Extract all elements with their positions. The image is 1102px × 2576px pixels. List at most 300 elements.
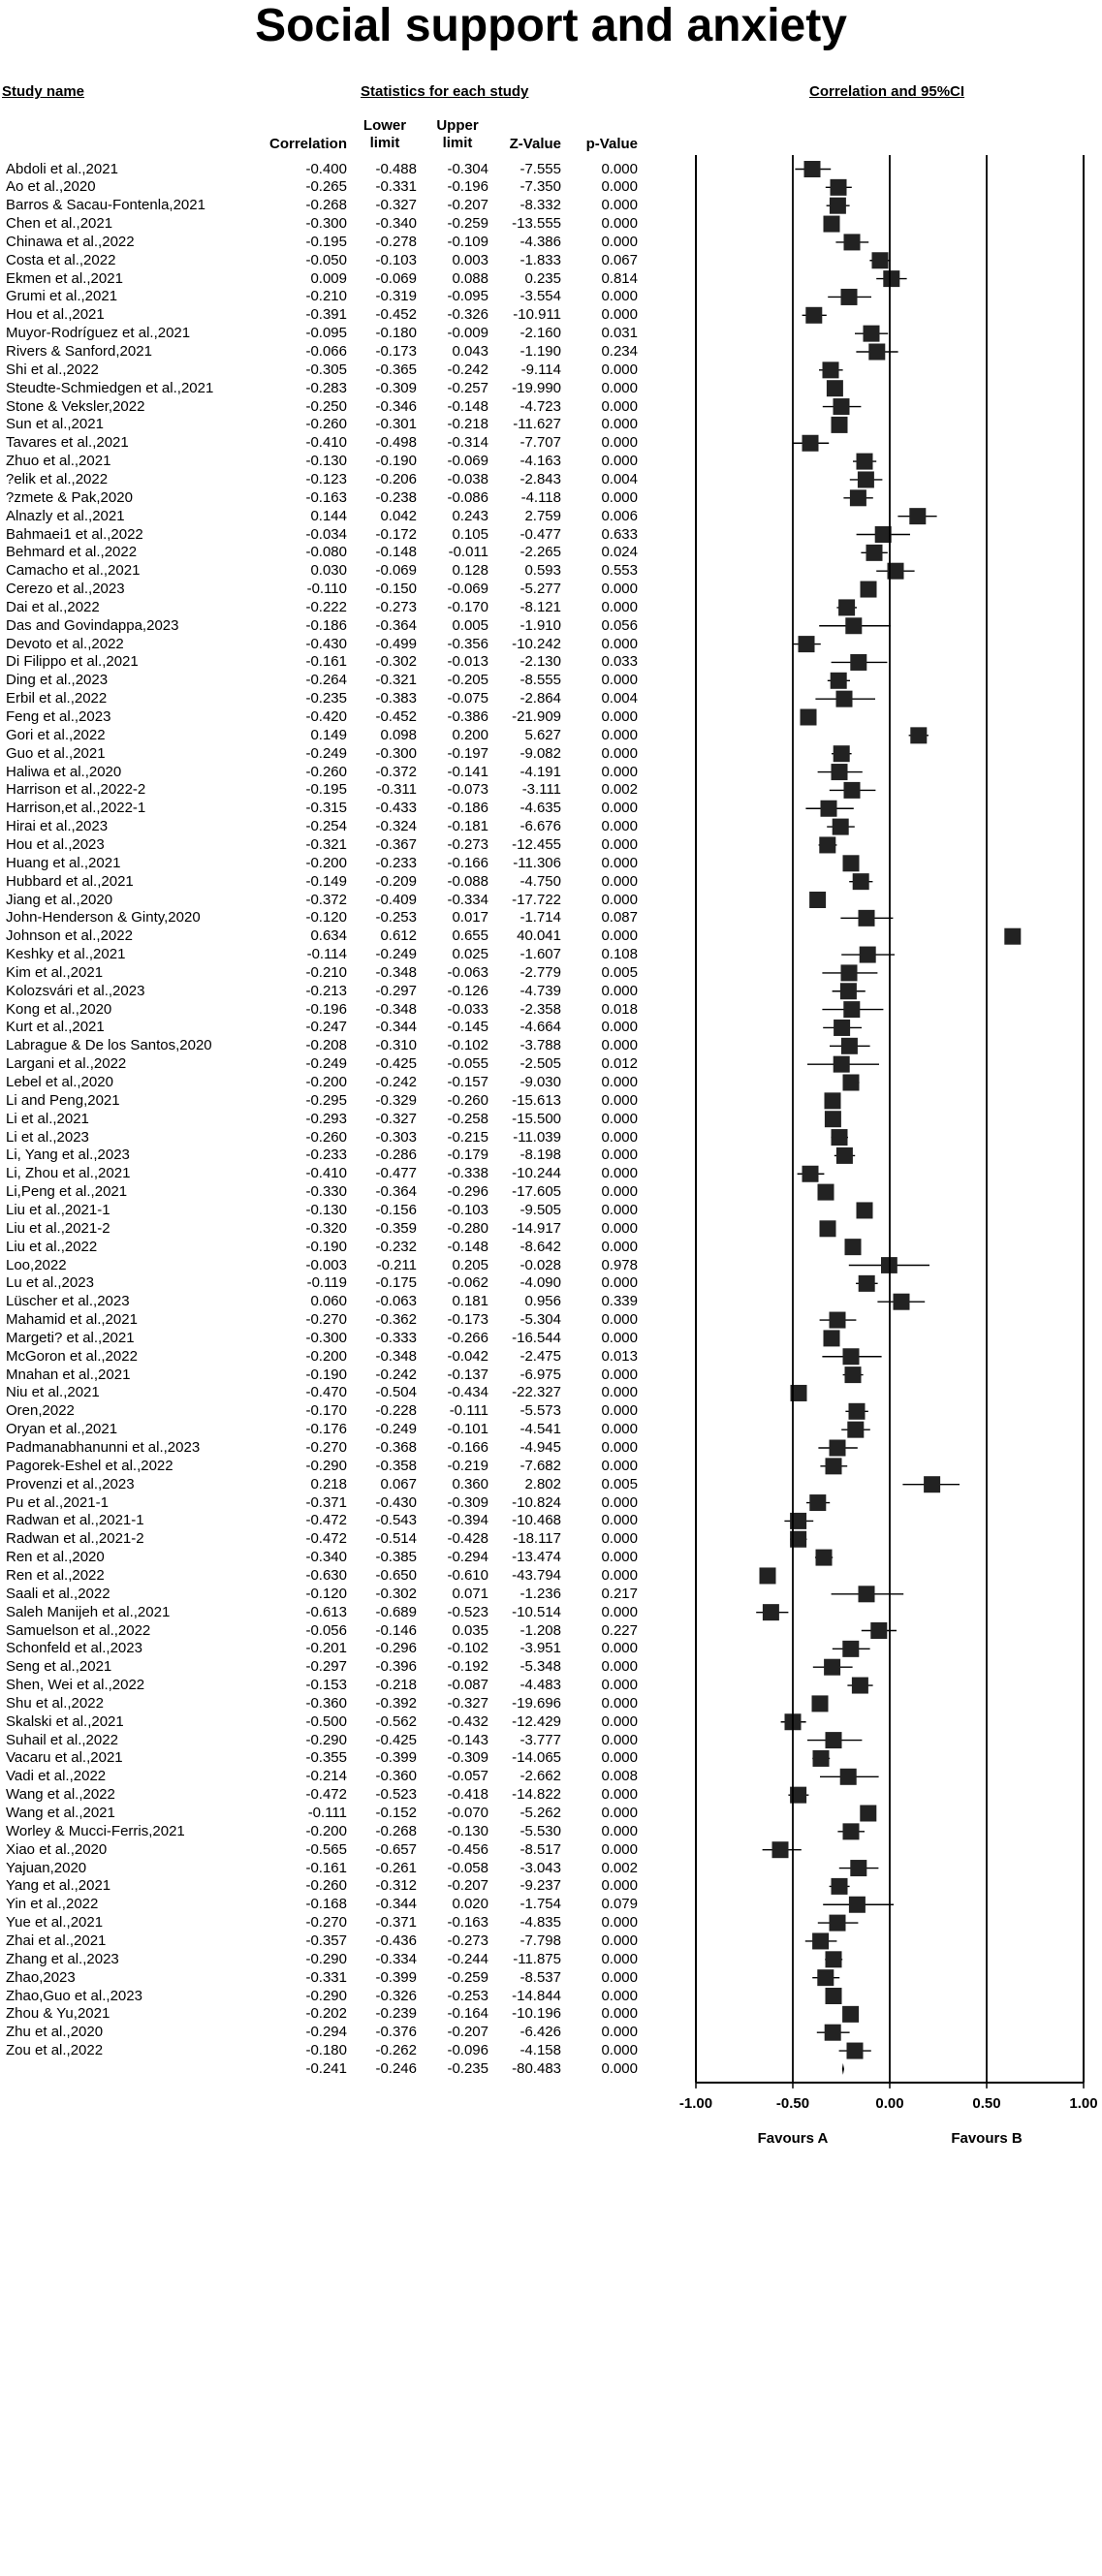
- p-value: 0.031: [601, 325, 638, 342]
- correlation-value: -0.200: [305, 1074, 347, 1090]
- correlation-value: -0.195: [305, 781, 347, 799]
- lower-limit-value: -0.228: [375, 1402, 417, 1420]
- correlation-value: -0.196: [305, 1000, 347, 1018]
- p-value: 0.000: [601, 1950, 638, 1967]
- upper-limit-value: -0.434: [447, 1384, 488, 1401]
- p-value: 0.000: [601, 379, 638, 396]
- p-value: 0.000: [601, 818, 638, 835]
- p-value: 0.000: [601, 434, 638, 452]
- upper-limit-value: -0.101: [447, 1421, 488, 1438]
- upper-limit-value: -0.096: [447, 2042, 488, 2059]
- correlation-value: -0.391: [305, 306, 347, 324]
- p-value: 0.087: [601, 909, 638, 927]
- z-value: -3.777: [520, 1731, 561, 1748]
- study-name: Li, Yang et al.,2023: [6, 1147, 130, 1164]
- study-name: Niu et al.,2021: [6, 1384, 100, 1401]
- upper-limit-value: -0.033: [447, 1000, 488, 1018]
- p-value: 0.978: [601, 1256, 638, 1273]
- effect-marker: [845, 1239, 862, 1255]
- correlation-value: -0.120: [305, 909, 347, 927]
- lower-limit-value: -0.327: [375, 197, 417, 214]
- lower-limit-line1: Lower: [362, 117, 407, 134]
- p-value: 0.000: [601, 1274, 638, 1292]
- lower-limit-value: -0.302: [375, 1585, 417, 1602]
- lower-limit-value: -0.499: [375, 635, 417, 652]
- correlation-value: -0.265: [305, 178, 347, 196]
- upper-limit-value: 0.005: [452, 616, 488, 634]
- study-name: Ao et al.,2020: [6, 178, 96, 196]
- effect-marker: [857, 454, 873, 470]
- correlation-value: -0.420: [305, 708, 347, 725]
- z-value: -4.750: [520, 872, 561, 890]
- z-value: -7.555: [520, 160, 561, 177]
- correlation-value: -0.180: [305, 2042, 347, 2059]
- z-value: -4.118: [520, 488, 561, 506]
- upper-limit-value: 0.128: [452, 562, 488, 580]
- effect-marker: [859, 910, 875, 927]
- lower-limit-value: -0.150: [375, 581, 417, 598]
- effect-marker: [831, 673, 847, 689]
- effect-marker: [843, 1823, 860, 1839]
- upper-limit-value: 0.655: [452, 927, 488, 945]
- effect-marker: [843, 1348, 860, 1365]
- effect-marker: [812, 1932, 829, 1949]
- correlation-value: -0.114: [306, 946, 347, 963]
- z-value: -21.909: [512, 708, 561, 725]
- correlation-value: -0.270: [305, 1914, 347, 1932]
- correlation-value: -0.270: [305, 1311, 347, 1329]
- study-name: Li,Peng et al.,2021: [6, 1183, 128, 1201]
- lower-limit-value: -0.300: [375, 744, 417, 762]
- p-value: 0.217: [601, 1585, 638, 1602]
- statistics-header: Statistics for each study: [361, 83, 529, 100]
- p-value: 0.004: [601, 690, 638, 707]
- correlation-value: -0.119: [306, 1274, 347, 1292]
- effect-marker: [805, 307, 822, 324]
- study-name: Xiao et al.,2020: [6, 1840, 108, 1858]
- p-value: 0.004: [601, 470, 638, 487]
- lower-limit-value: -0.296: [375, 1640, 417, 1657]
- upper-limit-value: -0.181: [447, 818, 488, 835]
- effect-marker: [852, 1678, 868, 1694]
- z-value: -2.843: [520, 470, 561, 487]
- lower-limit-value: -0.348: [375, 1347, 417, 1365]
- correlation-value: -0.371: [305, 1493, 347, 1511]
- upper-limit-value: -0.207: [447, 197, 488, 214]
- p-value: 0.000: [601, 2042, 638, 2059]
- correlation-value: -0.300: [305, 215, 347, 233]
- p-value: 0.000: [601, 891, 638, 908]
- study-name: Zhou & Yu,2021: [6, 2005, 110, 2023]
- p-value: 0.056: [601, 616, 638, 634]
- upper-limit-value: -0.456: [447, 1840, 488, 1858]
- effect-marker: [801, 709, 817, 726]
- correlation-value: -0.472: [305, 1786, 347, 1804]
- correlation-value: -0.080: [305, 544, 347, 561]
- study-name: Saali et al.,2022: [6, 1585, 110, 1602]
- z-value: -1.236: [520, 1585, 561, 1602]
- lower-limit-value: -0.368: [375, 1439, 417, 1456]
- upper-limit-value: 0.043: [452, 343, 488, 360]
- upper-limit-value: -0.062: [447, 1274, 488, 1292]
- p-value: 0.000: [601, 178, 638, 196]
- study-name: Lüscher et al.,2023: [6, 1293, 130, 1310]
- upper-limit-value: -0.088: [447, 872, 488, 890]
- effect-marker: [827, 380, 843, 396]
- correlation-value: -0.315: [305, 800, 347, 817]
- study-name: Vacaru et al.,2021: [6, 1749, 123, 1767]
- lower-limit-value: -0.344: [375, 1896, 417, 1913]
- lower-limit-value: -0.348: [375, 1000, 417, 1018]
- z-value: -12.429: [512, 1712, 561, 1730]
- correlation-col-header: Correlation: [268, 136, 347, 152]
- effect-marker: [864, 326, 880, 342]
- z-value: -8.332: [520, 197, 561, 214]
- lower-limit-value: -0.173: [375, 343, 417, 360]
- lower-limit-value: -0.175: [375, 1274, 417, 1292]
- effect-marker: [817, 1969, 834, 1986]
- upper-limit-value: -0.075: [447, 690, 488, 707]
- z-value: -19.990: [512, 379, 561, 396]
- p-value: 0.000: [601, 1914, 638, 1932]
- effect-marker: [821, 801, 837, 817]
- p-value: 0.000: [601, 744, 638, 762]
- effect-marker: [860, 1806, 876, 1822]
- upper-limit-value: -0.205: [447, 672, 488, 689]
- effect-marker: [858, 471, 874, 487]
- correlation-value: -0.249: [305, 744, 347, 762]
- z-value: -2.779: [520, 963, 561, 981]
- lower-limit-value: -0.063: [375, 1293, 417, 1310]
- effect-marker: [843, 1075, 860, 1091]
- summary-correlation: -0.241: [305, 2059, 347, 2077]
- p-value: 0.067: [601, 251, 638, 268]
- effect-marker: [860, 947, 876, 963]
- summary-diamond: [842, 2063, 844, 2075]
- upper-limit-value: 0.243: [452, 507, 488, 524]
- study-name: Das and Govindappa,2023: [6, 616, 179, 634]
- p-value: 0.000: [601, 233, 638, 250]
- upper-limit-value: 0.105: [452, 525, 488, 543]
- study-name: Largani et al.,2022: [6, 1055, 127, 1073]
- study-name: Provenzi et al.,2023: [6, 1475, 135, 1492]
- correlation-value: -0.176: [305, 1421, 347, 1438]
- upper-limit-value: -0.111: [449, 1402, 488, 1420]
- lower-limit-value: -0.331: [375, 178, 417, 196]
- z-value: -0.028: [520, 1256, 561, 1273]
- upper-limit-value: 0.003: [452, 251, 488, 268]
- p-value: 0.000: [601, 1019, 638, 1036]
- study-name: Erbil et al.,2022: [6, 690, 108, 707]
- correlation-value: -0.321: [305, 835, 347, 853]
- study-name: Chen et al.,2021: [6, 215, 113, 233]
- effect-marker: [760, 1567, 776, 1584]
- study-name: Behmard et al.,2022: [6, 544, 138, 561]
- lower-limit-value: -0.148: [375, 544, 417, 561]
- z-value: -2.475: [520, 1347, 561, 1365]
- correlation-value: -0.268: [305, 197, 347, 214]
- study-name: Shi et al.,2022: [6, 361, 99, 378]
- study-name: Schonfeld et al.,2023: [6, 1640, 142, 1657]
- study-name: Gori et al.,2022: [6, 726, 106, 743]
- p-value: 0.000: [601, 1840, 638, 1858]
- correlation-value: -0.200: [305, 854, 347, 871]
- z-value: -9.030: [520, 1074, 561, 1090]
- lower-limit-value: -0.190: [375, 453, 417, 470]
- correlation-value: -0.372: [305, 891, 347, 908]
- lower-limit-value: -0.364: [375, 1183, 417, 1201]
- study-name: Wang et al.,2021: [6, 1805, 115, 1821]
- study-name: Huang et al.,2021: [6, 854, 121, 871]
- z-value: -15.500: [512, 1110, 561, 1127]
- effect-marker: [840, 1769, 857, 1785]
- effect-marker: [803, 435, 819, 452]
- upper-limit-value: -0.148: [447, 397, 488, 415]
- p-value: 0.000: [601, 453, 638, 470]
- lower-limit-value: -0.409: [375, 891, 417, 908]
- upper-limit-value: -0.166: [447, 1439, 488, 1456]
- lower-limit-value: -0.425: [375, 1731, 417, 1748]
- study-name: Haliwa et al.,2020: [6, 763, 122, 780]
- effect-marker: [866, 545, 883, 561]
- upper-limit-value: -0.418: [447, 1786, 488, 1804]
- study-name: Ren et al.,2020: [6, 1549, 105, 1566]
- study-name: Costa et al.,2022: [6, 251, 116, 268]
- upper-limit-value: -0.070: [447, 1805, 488, 1821]
- correlation-value: -0.190: [305, 1366, 347, 1383]
- correlation-value: -0.270: [305, 1439, 347, 1456]
- lower-limit-value: -0.504: [375, 1384, 417, 1401]
- p-value: 0.000: [601, 1402, 638, 1420]
- p-value: 0.033: [601, 653, 638, 671]
- z-value: -8.517: [520, 1840, 561, 1858]
- z-value: -22.327: [512, 1384, 561, 1401]
- upper-limit-value: 0.020: [452, 1896, 488, 1913]
- study-name: Rivers & Sanford,2021: [6, 343, 152, 360]
- study-name: Suhail et al.,2022: [6, 1731, 118, 1748]
- effect-marker: [818, 1184, 834, 1201]
- study-name: Li et al.,2023: [6, 1128, 89, 1146]
- lower-limit-value: -0.268: [375, 1822, 417, 1839]
- effect-marker: [830, 1440, 846, 1457]
- effect-marker: [836, 1147, 853, 1164]
- study-name: Oryan et al.,2021: [6, 1421, 118, 1438]
- lower-limit-value: -0.348: [375, 963, 417, 981]
- effect-marker: [850, 489, 866, 506]
- effect-marker: [825, 1111, 841, 1127]
- z-value: -4.835: [520, 1914, 561, 1932]
- upper-limit-value: -0.334: [447, 891, 488, 908]
- p-value: 0.000: [601, 1805, 638, 1821]
- correlation-value: -0.472: [305, 1512, 347, 1529]
- study-name: Yang et al.,2021: [6, 1877, 111, 1895]
- lower-limit-value: -0.365: [375, 361, 417, 378]
- upper-limit-value: -0.179: [447, 1147, 488, 1164]
- effect-marker: [813, 1750, 830, 1767]
- correlation-value: -0.430: [305, 635, 347, 652]
- p-value: 0.000: [601, 1512, 638, 1529]
- p-value: 0.000: [601, 1712, 638, 1730]
- study-name: Harrison et al.,2022-2: [6, 781, 146, 799]
- effect-marker: [845, 1367, 862, 1383]
- upper-limit-value: -0.102: [447, 1640, 488, 1657]
- upper-limit-value: -0.109: [447, 233, 488, 250]
- study-name: Shu et al.,2022: [6, 1694, 104, 1712]
- correlation-value: -0.170: [305, 1402, 347, 1420]
- upper-limit-value: -0.338: [447, 1165, 488, 1182]
- p-value: 0.000: [601, 763, 638, 780]
- upper-limit-value: -0.197: [447, 744, 488, 762]
- study-name: Bahmaei1 et al.,2022: [6, 525, 143, 543]
- z-value: -4.945: [520, 1439, 561, 1456]
- p-value: 0.006: [601, 507, 638, 524]
- z-value: -13.474: [512, 1549, 561, 1566]
- study-name: Liu et al.,2021-2: [6, 1219, 110, 1237]
- lower-limit-value: -0.385: [375, 1549, 417, 1566]
- upper-limit-value: -0.258: [447, 1110, 488, 1127]
- lower-limit-value: -0.657: [375, 1840, 417, 1858]
- study-name: Yin et al.,2022: [6, 1896, 99, 1913]
- lower-limit-value: -0.297: [375, 982, 417, 999]
- z-value: -9.237: [520, 1877, 561, 1895]
- lower-limit-value: -0.253: [375, 909, 417, 927]
- study-name: Alnazly et al.,2021: [6, 507, 125, 524]
- p-value: 0.018: [601, 1000, 638, 1018]
- z-value: -4.723: [520, 397, 561, 415]
- effect-marker: [909, 508, 926, 524]
- upper-limit-value: 0.025: [452, 946, 488, 963]
- z-value: -17.605: [512, 1183, 561, 1201]
- effect-marker: [1004, 928, 1021, 945]
- z-value: -10.824: [512, 1493, 561, 1511]
- lower-limit-value: -0.376: [375, 2024, 417, 2041]
- upper-limit-value: -0.058: [447, 1859, 488, 1876]
- lower-limit-value: -0.452: [375, 306, 417, 324]
- effect-marker: [910, 727, 927, 743]
- z-value: 2.802: [524, 1475, 561, 1492]
- effect-marker: [830, 1915, 846, 1932]
- z-value: -4.635: [520, 800, 561, 817]
- summary-z-value: -80.483: [512, 2059, 561, 2077]
- study-name: Di Filippo et al.,2021: [6, 653, 139, 671]
- upper-limit-line1: Upper: [436, 117, 479, 134]
- lower-limit-value: -0.371: [375, 1914, 417, 1932]
- correlation-value: 0.218: [310, 1475, 347, 1492]
- upper-limit-value: -0.309: [447, 1749, 488, 1767]
- upper-limit-value: -0.386: [447, 708, 488, 725]
- lower-limit-value: -0.452: [375, 708, 417, 725]
- effect-marker: [870, 1622, 887, 1639]
- upper-limit-value: -0.219: [447, 1457, 488, 1474]
- correlation-value: -0.120: [305, 1585, 347, 1602]
- lower-limit-value: -0.326: [375, 1987, 417, 2004]
- z-value: -1.833: [520, 251, 561, 268]
- upper-limit-value: 0.017: [452, 909, 488, 927]
- correlation-value: -0.320: [305, 1219, 347, 1237]
- effect-marker: [834, 1056, 850, 1073]
- study-name: Loo,2022: [6, 1256, 67, 1273]
- effect-marker: [832, 1129, 848, 1146]
- effect-marker: [832, 764, 848, 780]
- lower-limit-value: -0.362: [375, 1311, 417, 1329]
- correlation-value: -0.630: [305, 1566, 347, 1584]
- p-value: 0.108: [601, 946, 638, 963]
- correlation-value: -0.186: [305, 616, 347, 634]
- study-name: Abdoli et al.,2021: [6, 160, 118, 177]
- correlation-value: 0.009: [310, 269, 347, 287]
- correlation-value: -0.500: [305, 1712, 347, 1730]
- p-value: 0.000: [601, 1786, 638, 1804]
- effect-marker: [841, 1038, 858, 1054]
- z-value: -8.555: [520, 672, 561, 689]
- lower-limit-value: -0.239: [375, 2005, 417, 2023]
- z-value: -5.304: [520, 1311, 561, 1329]
- upper-limit-value: -0.257: [447, 379, 488, 396]
- effect-marker: [799, 636, 815, 652]
- lower-limit-value: -0.303: [375, 1128, 417, 1146]
- upper-limit-value: -0.057: [447, 1768, 488, 1785]
- z-value: -4.739: [520, 982, 561, 999]
- z-value: -4.191: [520, 763, 561, 780]
- lower-limit-value: 0.067: [380, 1475, 417, 1492]
- p-value: 0.000: [601, 1037, 638, 1054]
- z-value: -2.662: [520, 1768, 561, 1785]
- p-value: 0.000: [601, 1731, 638, 1748]
- study-name: Liu et al.,2021-1: [6, 1201, 110, 1218]
- z-value: -3.043: [520, 1859, 561, 1876]
- upper-limit-value: -0.143: [447, 1731, 488, 1748]
- p-value: 0.000: [601, 1457, 638, 1474]
- lower-limit-line2: limit: [369, 135, 400, 151]
- study-name: Hirai et al.,2023: [6, 818, 109, 835]
- effect-marker: [849, 1403, 866, 1420]
- z-value: -10.196: [512, 2005, 561, 2023]
- favours-a-label: Favours A: [757, 2129, 829, 2147]
- effect-marker: [842, 2006, 859, 2023]
- correlation-value: -0.210: [305, 963, 347, 981]
- lower-limit-value: 0.098: [380, 726, 417, 743]
- z-value: -8.642: [520, 1238, 561, 1255]
- p-value: 0.000: [601, 672, 638, 689]
- p-value: 0.000: [601, 2024, 638, 2041]
- z-value: -2.505: [520, 1055, 561, 1073]
- study-name: Steudte-Schmiedgen et al.,2021: [6, 379, 214, 396]
- effect-marker: [868, 344, 885, 361]
- effect-marker: [820, 1220, 836, 1237]
- lower-limit-value: -0.206: [375, 470, 417, 487]
- study-name: Devoto et al.,2022: [6, 635, 124, 652]
- lower-limit-value: -0.218: [375, 1677, 417, 1694]
- effect-marker: [853, 873, 869, 890]
- z-value: -19.696: [512, 1694, 561, 1712]
- lower-limit-value: -0.433: [375, 800, 417, 817]
- correlation-value: -0.163: [305, 488, 347, 506]
- p-value: 0.000: [601, 598, 638, 615]
- lower-limit-value: -0.273: [375, 598, 417, 615]
- lower-limit-value: -0.430: [375, 1493, 417, 1511]
- upper-limit-value: -0.196: [447, 178, 488, 196]
- upper-limit-value: -0.095: [447, 288, 488, 305]
- p-value: 0.000: [601, 1311, 638, 1329]
- correlation-value: -0.195: [305, 233, 347, 250]
- correlation-value: -0.222: [305, 598, 347, 615]
- lower-limit-value: -0.359: [375, 1219, 417, 1237]
- study-name: Hubbard et al.,2021: [6, 872, 134, 890]
- lower-limit-value: -0.372: [375, 763, 417, 780]
- lower-limit-value: -0.249: [375, 946, 417, 963]
- effect-marker: [894, 1294, 910, 1310]
- lower-limit-value: -0.477: [375, 1165, 417, 1182]
